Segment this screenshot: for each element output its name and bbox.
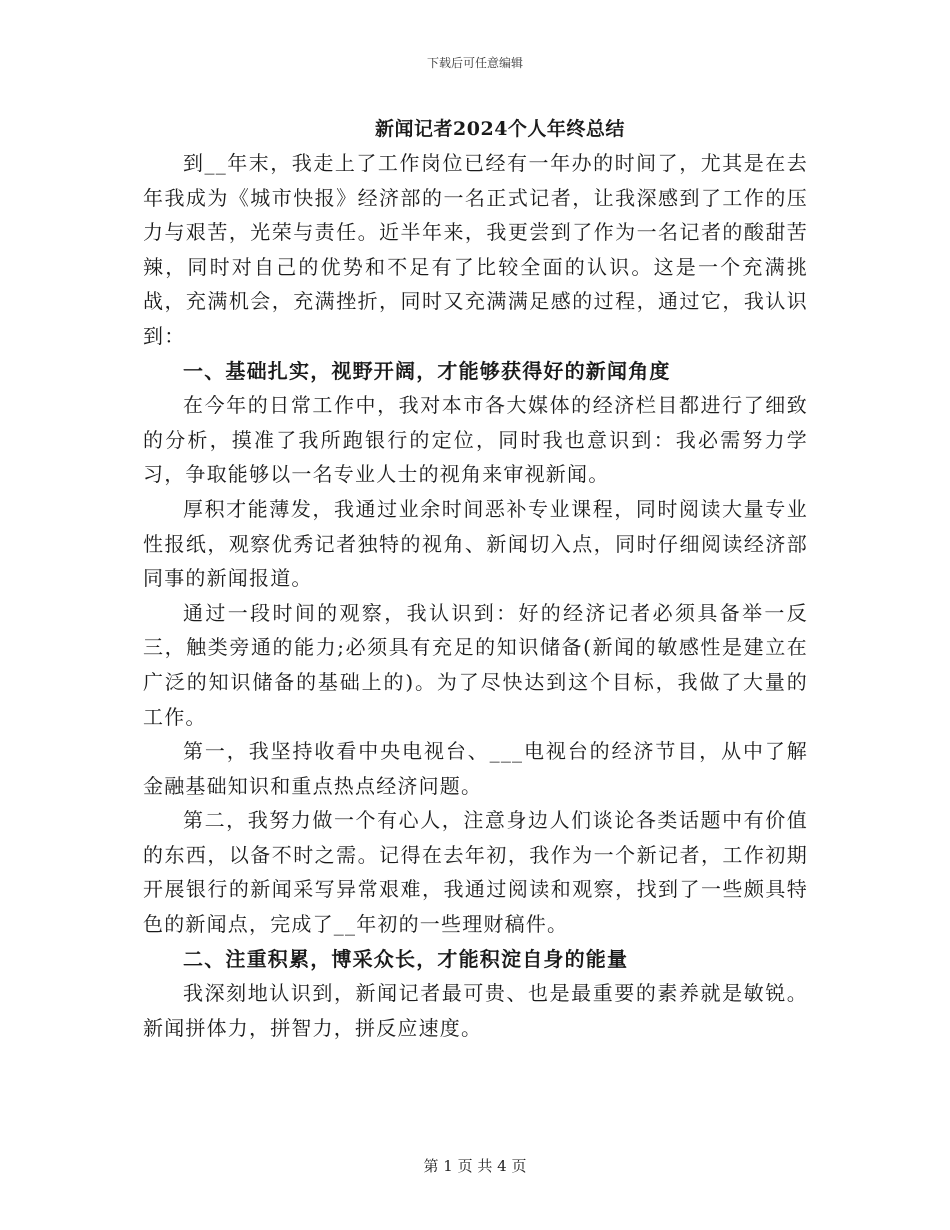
header-note: 下载后可任意编辑	[426, 56, 523, 70]
section-heading: 一、基础扎实，视野开阔，才能够获得好的新闻角度	[183, 358, 671, 383]
paragraph: 在今年的日常工作中，我对本市各大媒体的经济栏目都进行了细致的分析，摸准了我所跑银行的定位，同时我也意识到：我必需努力学习，争取能够以一名专业人士的视角来审视新闻。	[143, 393, 808, 487]
paragraph: 通过一段时间的观察，我认识到：好的经济记者必须具备举一反三，触类旁通的能力;必须具有充足的知识储备(新闻的敏感性是建立在广泛的知识储备的基础上的)。为了尽快达到这个目标，我做了大量的工作。	[143, 600, 808, 729]
document-body	[143, 146, 808, 1045]
paragraph: 第二，我努力做一个有心人，注意身边人们谈论各类话题中有价值的东西，以备不时之需。记得在去年初，我作为一个新记者，工作初期开展银行的新闻采写异常艰难，我通过阅读和观察，找到了一些颇具特色的新闻点，完成了__年初的一些理财稿件。	[143, 808, 808, 937]
paragraph: 我深刻地认识到，新闻记者最可贵、也是最重要的素养就是敏锐。新闻拼体力，拼智力，拼反应速度。	[143, 981, 808, 1040]
paragraph: 到__年末，我走上了工作岗位已经有一年办的时间了，尤其是在去年我成为《城市快报》经济部的一名正式记者，让我深感到了工作的压力与艰苦，光荣与责任。近半年来，我更尝到了作为一名记者的酸甜苦辣，同时对自己的优势和不足有了比较全面的认识。这是一个充满挑战，充满机会，充满挫折，同时又充满满足感的过程，通过它，我认识到：	[143, 151, 808, 348]
section-heading: 二、注重积累，博采众长，才能积淀自身的能量	[183, 946, 629, 971]
paragraph: 第一，我坚持收看中央电视台、___电视台的经济节目，从中了解金融基础知识和重点热点经济问题。	[143, 739, 808, 798]
document-title: 新闻记者2024个人年终总结	[375, 118, 625, 140]
paragraph: 厚积才能薄发，我通过业余时间恶补专业课程，同时阅读大量专业性报纸，观察优秀记者独特的视角、新闻切入点，同时仔细阅读经济部同事的新闻报道。	[143, 496, 808, 591]
page-number: 第 1 页 共 4 页	[423, 1157, 527, 1175]
